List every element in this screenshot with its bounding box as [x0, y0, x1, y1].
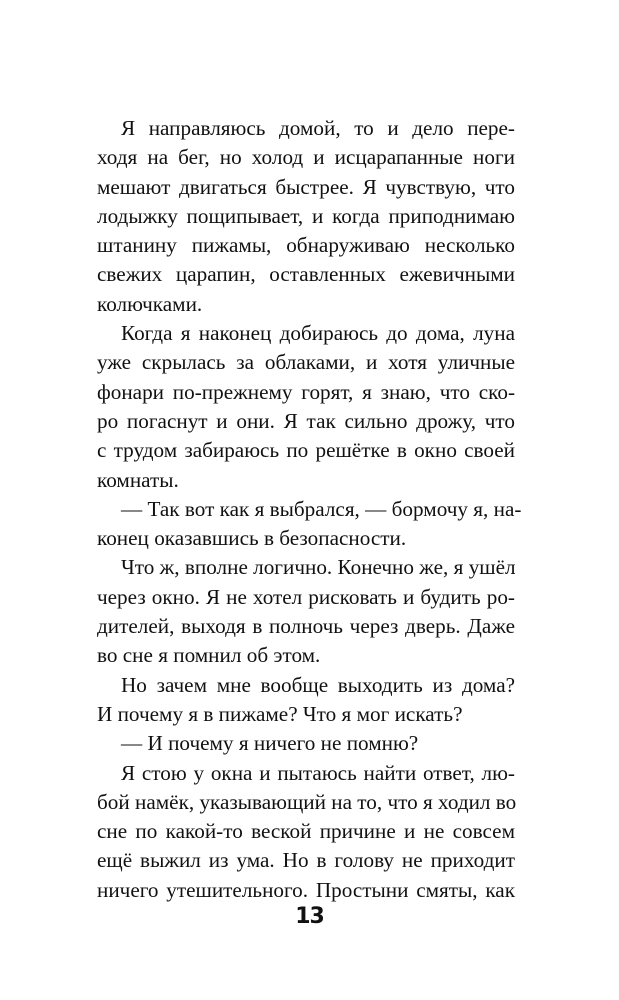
text-line: конец оказавшись в безопасности.: [97, 526, 407, 551]
text-line: штанину пижамы, обнаруживаю несколько: [97, 233, 515, 258]
text-line: во сне я помнил об этом.: [97, 643, 321, 668]
paragraph: [97, 553, 515, 670]
text-line: Я направляюсь домой, то и дело пере-: [121, 116, 515, 140]
text-line: через окно. Я не хотел рисковать и будить ро-: [97, 584, 515, 609]
text-line: Когда я наконец добираюсь до дома, луна: [121, 321, 515, 346]
text-line: мешают двигаться быстрее. Я чувствую, что: [97, 174, 515, 199]
text-line: дителей, выходя в полночь через дверь. Даже: [97, 614, 515, 639]
text-line: свежих царапин, оставленных ежевичными: [97, 262, 515, 287]
body-text: [97, 114, 522, 905]
text-line: сне по какой-то веской причине и не совсем: [97, 819, 515, 844]
text-line: с трудом забираюсь по решётке в окно своей: [97, 438, 515, 463]
paragraph: [97, 729, 515, 758]
text-line: — Так вот как я выбрался, — бормочу я, на-: [121, 496, 522, 521]
text-line: Я стою у окна и пытаюсь найти ответ, лю-: [121, 760, 515, 785]
text-line: фонари по-прежнему горят, я знаю, что ско-: [97, 379, 515, 404]
text-line: бой намёк, указывающий на то, что я ходил во: [97, 789, 517, 814]
paragraph: [97, 759, 515, 905]
text-line: комнаты.: [97, 467, 179, 492]
text-line: уже скрылась за облаками, и хотя уличные: [97, 350, 515, 375]
paragraph: [97, 319, 515, 495]
text-line: ходя на бег, но холод и исцарапанные ноги: [97, 145, 515, 170]
text-line: ещё выжил из ума. Но в голову не приходит: [97, 848, 515, 873]
text-line: колючками.: [97, 291, 203, 316]
page-number: 13: [295, 904, 324, 929]
paragraph: [97, 671, 515, 730]
paragraph: [97, 495, 522, 554]
text-line: ничего утешительного. Простыни смяты, как: [97, 877, 515, 902]
paragraph: [97, 114, 515, 319]
text-line: — И почему я ничего не помню?: [121, 731, 419, 756]
text-line: Что ж, вполне логично. Конечно же, я ушёл: [121, 555, 516, 580]
text-line: ро погаснут и они. Я так сильно дрожу, что: [97, 408, 515, 433]
text-line: И почему я в пижаме? Что я мог искать?: [97, 701, 463, 726]
text-line: лодыжку пощипывает, и когда приподнимаю: [97, 203, 515, 228]
text-line: Но зачем мне вообще выходить из дома?: [121, 672, 515, 697]
